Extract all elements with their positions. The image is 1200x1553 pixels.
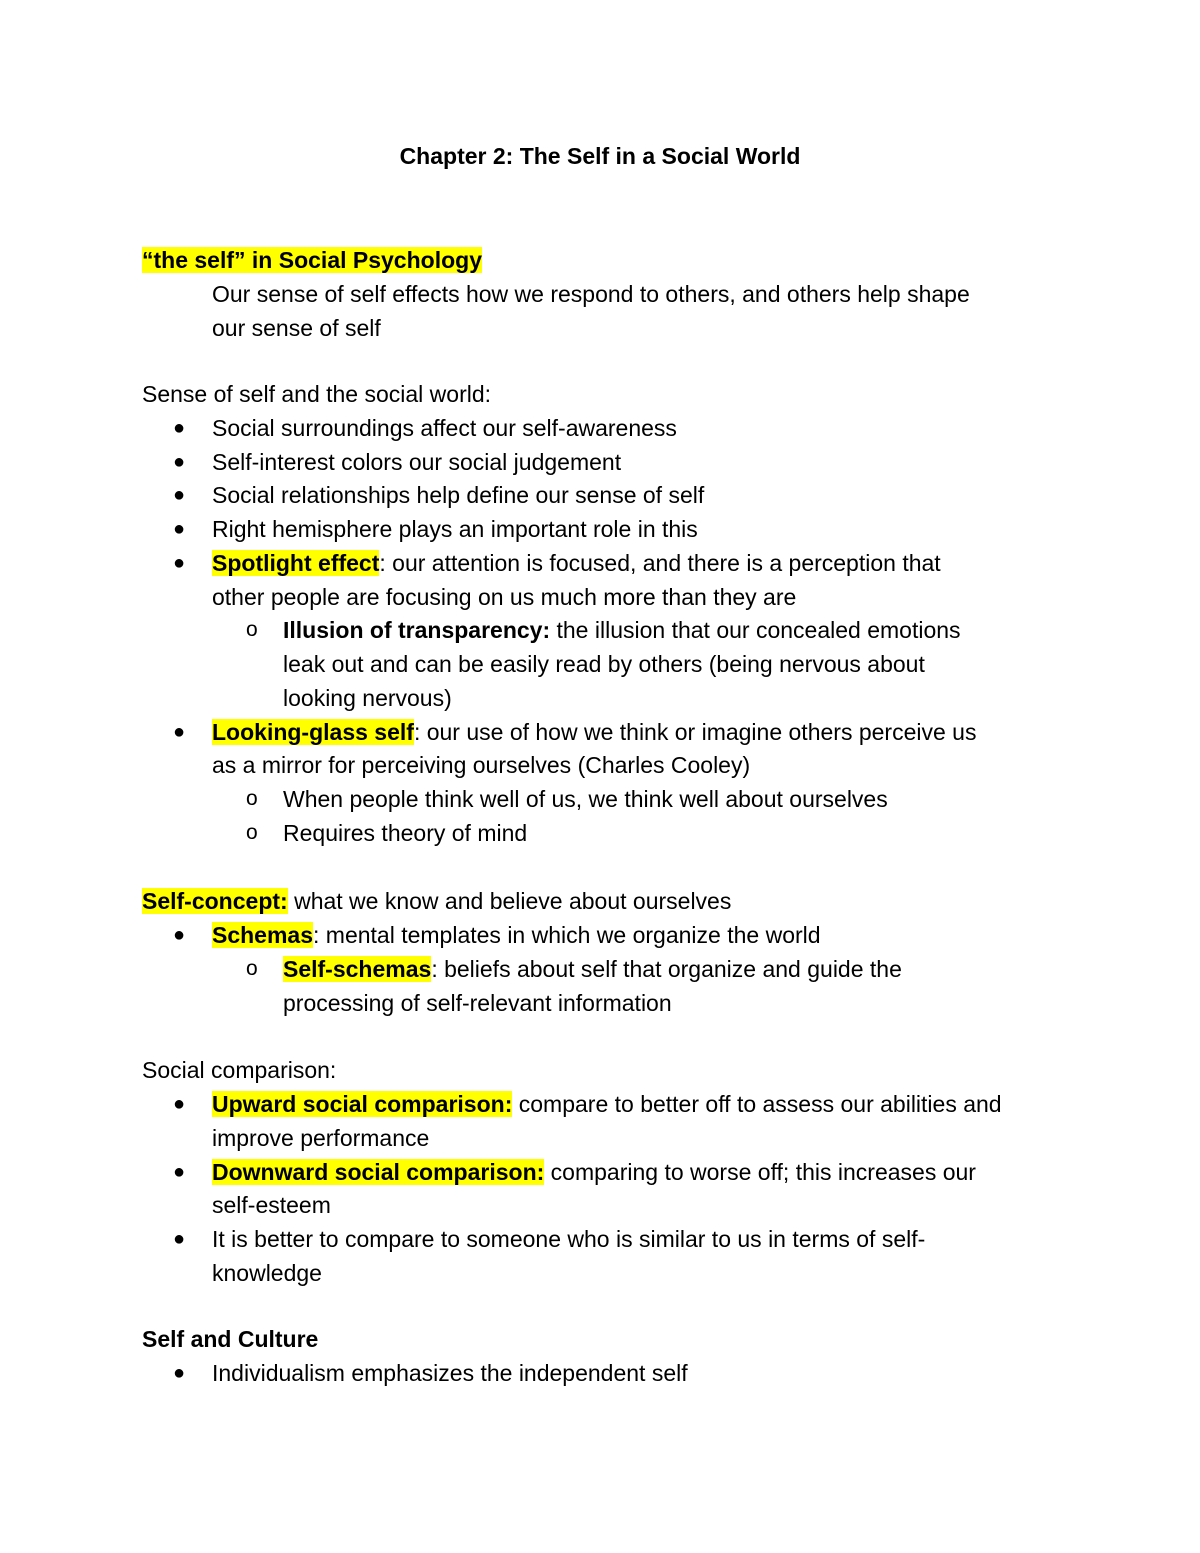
bullet-icon: ●	[172, 518, 186, 540]
bullet-icon: ●	[172, 924, 186, 946]
definition-text: : our attention is focused, and there is a perception that	[379, 550, 941, 576]
highlighted-term: Spotlight effect	[212, 550, 380, 576]
highlighted-term: Looking-glass self	[212, 719, 414, 745]
list-item-continuation: knowledge	[212, 1260, 322, 1286]
sub-bullet-icon: o	[246, 618, 258, 641]
definition-text: : our use of how we think or imagine others perceive us	[413, 719, 977, 745]
section-heading-self-and-culture: Self and Culture	[142, 1326, 319, 1352]
list-item-continuation: self-esteem	[212, 1192, 331, 1218]
sub-bullet-icon: o	[246, 957, 258, 980]
paragraph-line: Our sense of self effects how we respond to others, and others help shape	[212, 281, 970, 307]
list-item-spotlight-effect	[212, 546, 941, 580]
bullet-icon: ●	[172, 1228, 186, 1250]
list-item: Self-interest colors our social judgement	[212, 449, 622, 475]
highlighted-term: Self-concept:	[142, 888, 288, 914]
bullet-icon: ●	[172, 1161, 186, 1183]
list-item-upward-comparison	[212, 1087, 1002, 1121]
definition-text: compare to better off to assess our abilities and	[512, 1091, 1002, 1117]
page-title: Chapter 2: The Self in a Social World	[399, 143, 801, 169]
list-item-downward-comparison	[212, 1155, 976, 1189]
bullet-icon: ●	[172, 417, 186, 439]
list-item: Individualism emphasizes the independent self	[212, 1360, 688, 1386]
section-heading-the-self	[142, 243, 482, 277]
sub-bullet-icon: o	[246, 821, 258, 844]
definition-text: : mental templates in which we organize the world	[313, 922, 821, 948]
list-item: Social relationships help define our sense of self	[212, 482, 705, 508]
definition-text: the illusion that our concealed emotions	[550, 617, 961, 643]
definition-text: comparing to worse off; this increases our	[544, 1159, 976, 1185]
sub-list-item-continuation: looking nervous)	[283, 685, 452, 711]
highlighted-term: Schemas	[212, 922, 314, 948]
bullet-icon: ●	[172, 484, 186, 506]
paragraph-line: our sense of self	[212, 315, 381, 341]
bold-term: Illusion of transparency:	[283, 617, 551, 643]
highlighted-heading: “the self” in Social Psychology	[142, 247, 482, 273]
bullet-icon: ●	[172, 1362, 186, 1384]
sub-list-item-illusion	[283, 613, 961, 647]
list-item-looking-glass-self	[212, 715, 976, 749]
sub-bullet-icon: o	[246, 787, 258, 810]
highlighted-term: Self-schemas	[283, 956, 432, 982]
sub-list-item-self-schemas	[283, 952, 902, 986]
definition-text: : beliefs about self that organize and guide the	[431, 956, 902, 982]
list-item-continuation: other people are focusing on us much more than they are	[212, 584, 797, 610]
bullet-icon: ●	[172, 552, 186, 574]
list-item-continuation: improve performance	[212, 1125, 430, 1151]
bullet-icon: ●	[172, 721, 186, 743]
list-item-schemas	[212, 918, 821, 952]
sub-list-item: Requires theory of mind	[283, 820, 528, 846]
highlighted-term: Upward social comparison:	[212, 1091, 513, 1117]
bullet-icon: ●	[172, 1093, 186, 1115]
sub-list-item-continuation: processing of self-relevant information	[283, 990, 672, 1016]
highlighted-term: Downward social comparison:	[212, 1159, 545, 1185]
list-item: Right hemisphere plays an important role in this	[212, 516, 698, 542]
section-heading-social-comparison: Social comparison:	[142, 1057, 337, 1083]
section-heading-sense-of-self: Sense of self and the social world:	[142, 381, 492, 407]
list-item: It is better to compare to someone who is similar to us in terms of self-	[212, 1226, 926, 1252]
list-item: Social surroundings affect our self-awareness	[212, 415, 677, 441]
sub-list-item-continuation: leak out and can be easily read by others (being nervous about	[283, 651, 925, 677]
self-concept-line	[142, 884, 731, 918]
bullet-icon: ●	[172, 451, 186, 473]
definition-text: what we know and believe about ourselves	[287, 888, 732, 914]
sub-list-item: When people think well of us, we think well about ourselves	[283, 786, 888, 812]
list-item-continuation: as a mirror for perceiving ourselves (Charles Cooley)	[212, 752, 751, 778]
